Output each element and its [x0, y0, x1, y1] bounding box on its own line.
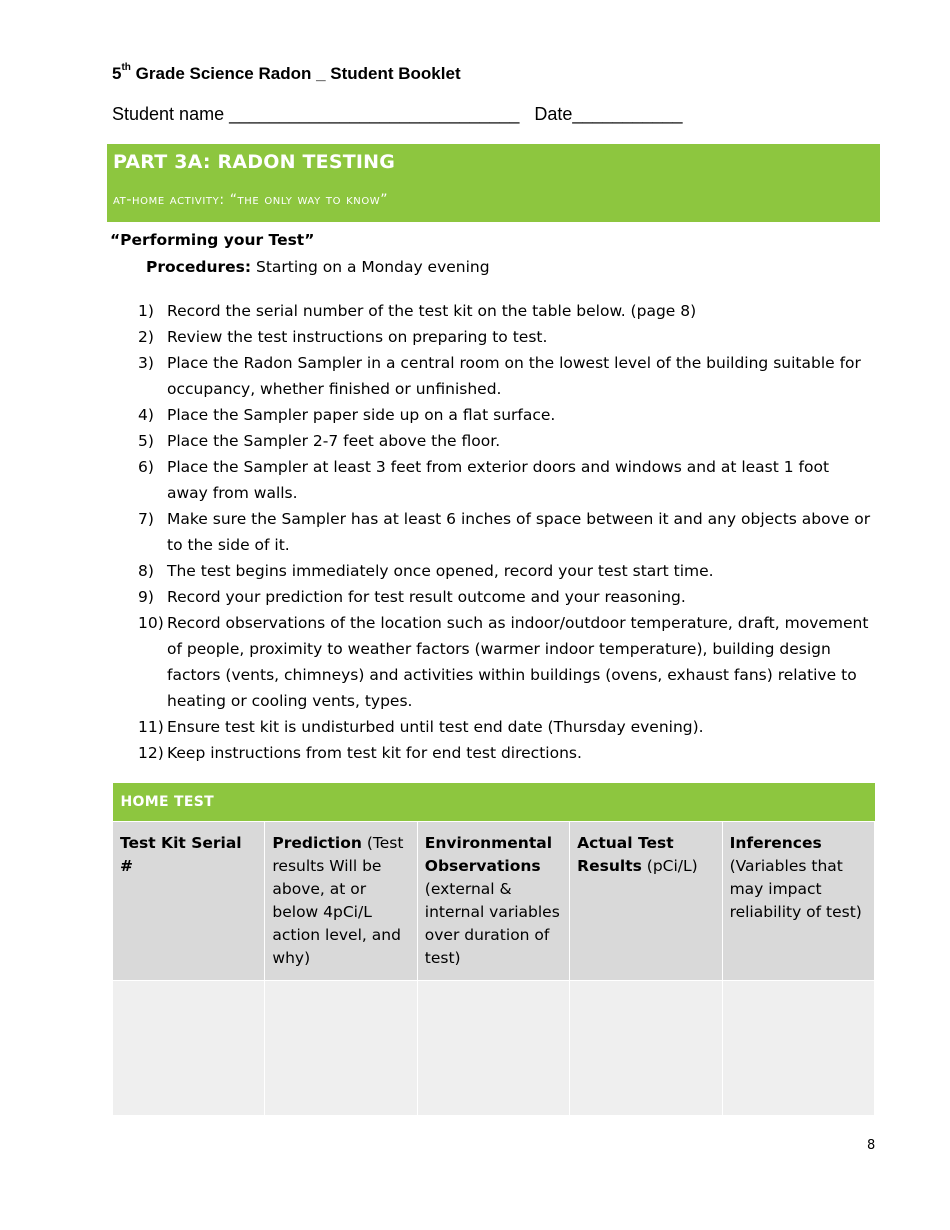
step-text: Place the Sampler at least 3 feet from exterior doors and windows and at least 1 foot away from walls.	[167, 458, 830, 502]
step-number: 8)	[138, 562, 154, 580]
inferences-entry-cell[interactable]	[722, 980, 874, 1115]
list-item	[138, 350, 873, 402]
step-text: The test begins immediately once opened, record your test start time.	[167, 562, 714, 580]
step-text: Place the Radon Sampler in a central room on the lowest level of the building suitable for occupancy, whether finished or unfinished.	[167, 354, 861, 398]
grade-number: 5	[112, 64, 122, 83]
step-number: 5)	[138, 432, 154, 450]
observations-entry-cell[interactable]	[417, 980, 569, 1115]
step-number: 7)	[138, 510, 154, 528]
table-caption-row	[113, 783, 875, 821]
step-text: Ensure test kit is undisturbed until test end date (Thursday evening).	[167, 718, 704, 736]
step-text: Review the test instructions on preparing to test.	[167, 328, 548, 346]
step-number: 9)	[138, 588, 154, 606]
procedures-line	[146, 258, 490, 276]
step-text: Place the Sampler 2-7 feet above the floor.	[167, 432, 501, 450]
step-text: Record your prediction for test result outcome and your reasoning.	[167, 588, 686, 606]
column-header-bold: Test Kit Serial #	[120, 833, 242, 875]
list-item	[138, 402, 873, 428]
results-entry-cell[interactable]	[570, 980, 722, 1115]
column-header-detail: (pCi/L)	[641, 856, 698, 875]
procedures-text: Starting on a Monday evening	[251, 258, 490, 276]
step-number: 4)	[138, 406, 154, 424]
step-number: 10)	[138, 614, 164, 632]
column-header-results	[570, 821, 722, 980]
list-item	[138, 324, 873, 350]
banner-title: PART 3A: RADON TESTING	[113, 151, 396, 173]
list-item	[138, 506, 873, 558]
step-text: Make sure the Sampler has at least 6 inches of space between it and any objects above or to the side of it.	[167, 510, 871, 554]
step-number: 12)	[138, 744, 164, 762]
step-number: 2)	[138, 328, 154, 346]
step-text: Place the Sampler paper side up on a flat surface.	[167, 406, 556, 424]
prediction-entry-cell[interactable]	[265, 980, 417, 1115]
step-number: 6)	[138, 458, 154, 476]
title-text: Grade Science Radon _ Student Booklet	[130, 64, 461, 83]
page-number: 8	[867, 1138, 876, 1153]
table-caption: HOME TEST	[113, 783, 875, 821]
column-header-bold: Actual Test Results	[577, 833, 674, 875]
student-name-date-line: Student name _____________________________ Date___________	[112, 104, 683, 124]
column-header-detail: (Variables that may impact reliability of test)	[729, 856, 862, 921]
section-heading: “Performing your Test”	[110, 231, 315, 249]
list-item	[138, 558, 873, 584]
banner-subtitle: at-home activity: “the only way to know”	[113, 192, 389, 208]
list-item	[138, 714, 873, 740]
list-item	[138, 298, 873, 324]
column-header-observations	[417, 821, 569, 980]
list-item	[138, 428, 873, 454]
step-number: 3)	[138, 354, 154, 372]
list-item	[138, 610, 873, 714]
step-number: 11)	[138, 718, 164, 736]
column-header-bold: Prediction	[272, 833, 362, 852]
step-text: Record observations of the location such as indoor/outdoor temperature, draft, movement of people, proximity to weather factors (warmer indoor temperature), building design factors (vents, chimneys) and activities within buildings (ovens, exhaust fans) relative to heating or cooling vents, types.	[167, 614, 869, 710]
booklet-title	[112, 64, 461, 84]
column-header-detail: (Test results Will be above, at or below 4pCi/L action level, and why)	[272, 833, 404, 967]
step-text: Record the serial number of the test kit on the table below. (page 8)	[167, 302, 697, 320]
column-header-inferences	[722, 821, 874, 980]
list-item	[138, 584, 873, 610]
step-text: Keep instructions from test kit for end test directions.	[167, 744, 582, 762]
table-row	[113, 980, 875, 1115]
procedure-steps	[138, 298, 873, 766]
column-header-bold: Inferences	[729, 833, 822, 852]
column-header-serial	[113, 821, 265, 980]
home-test-table	[112, 783, 875, 1116]
table-header-row	[113, 821, 875, 980]
part-banner	[107, 144, 880, 222]
column-header-detail: (external & internal variables over duration of test)	[424, 879, 560, 967]
list-item	[138, 454, 873, 506]
list-item	[138, 740, 873, 766]
step-number: 1)	[138, 302, 154, 320]
column-header-prediction	[265, 821, 417, 980]
serial-entry-cell[interactable]	[113, 980, 265, 1115]
procedures-label: Procedures:	[146, 258, 252, 276]
column-header-bold: Environmental Observations	[424, 833, 553, 875]
grade-suffix: th	[121, 62, 131, 74]
